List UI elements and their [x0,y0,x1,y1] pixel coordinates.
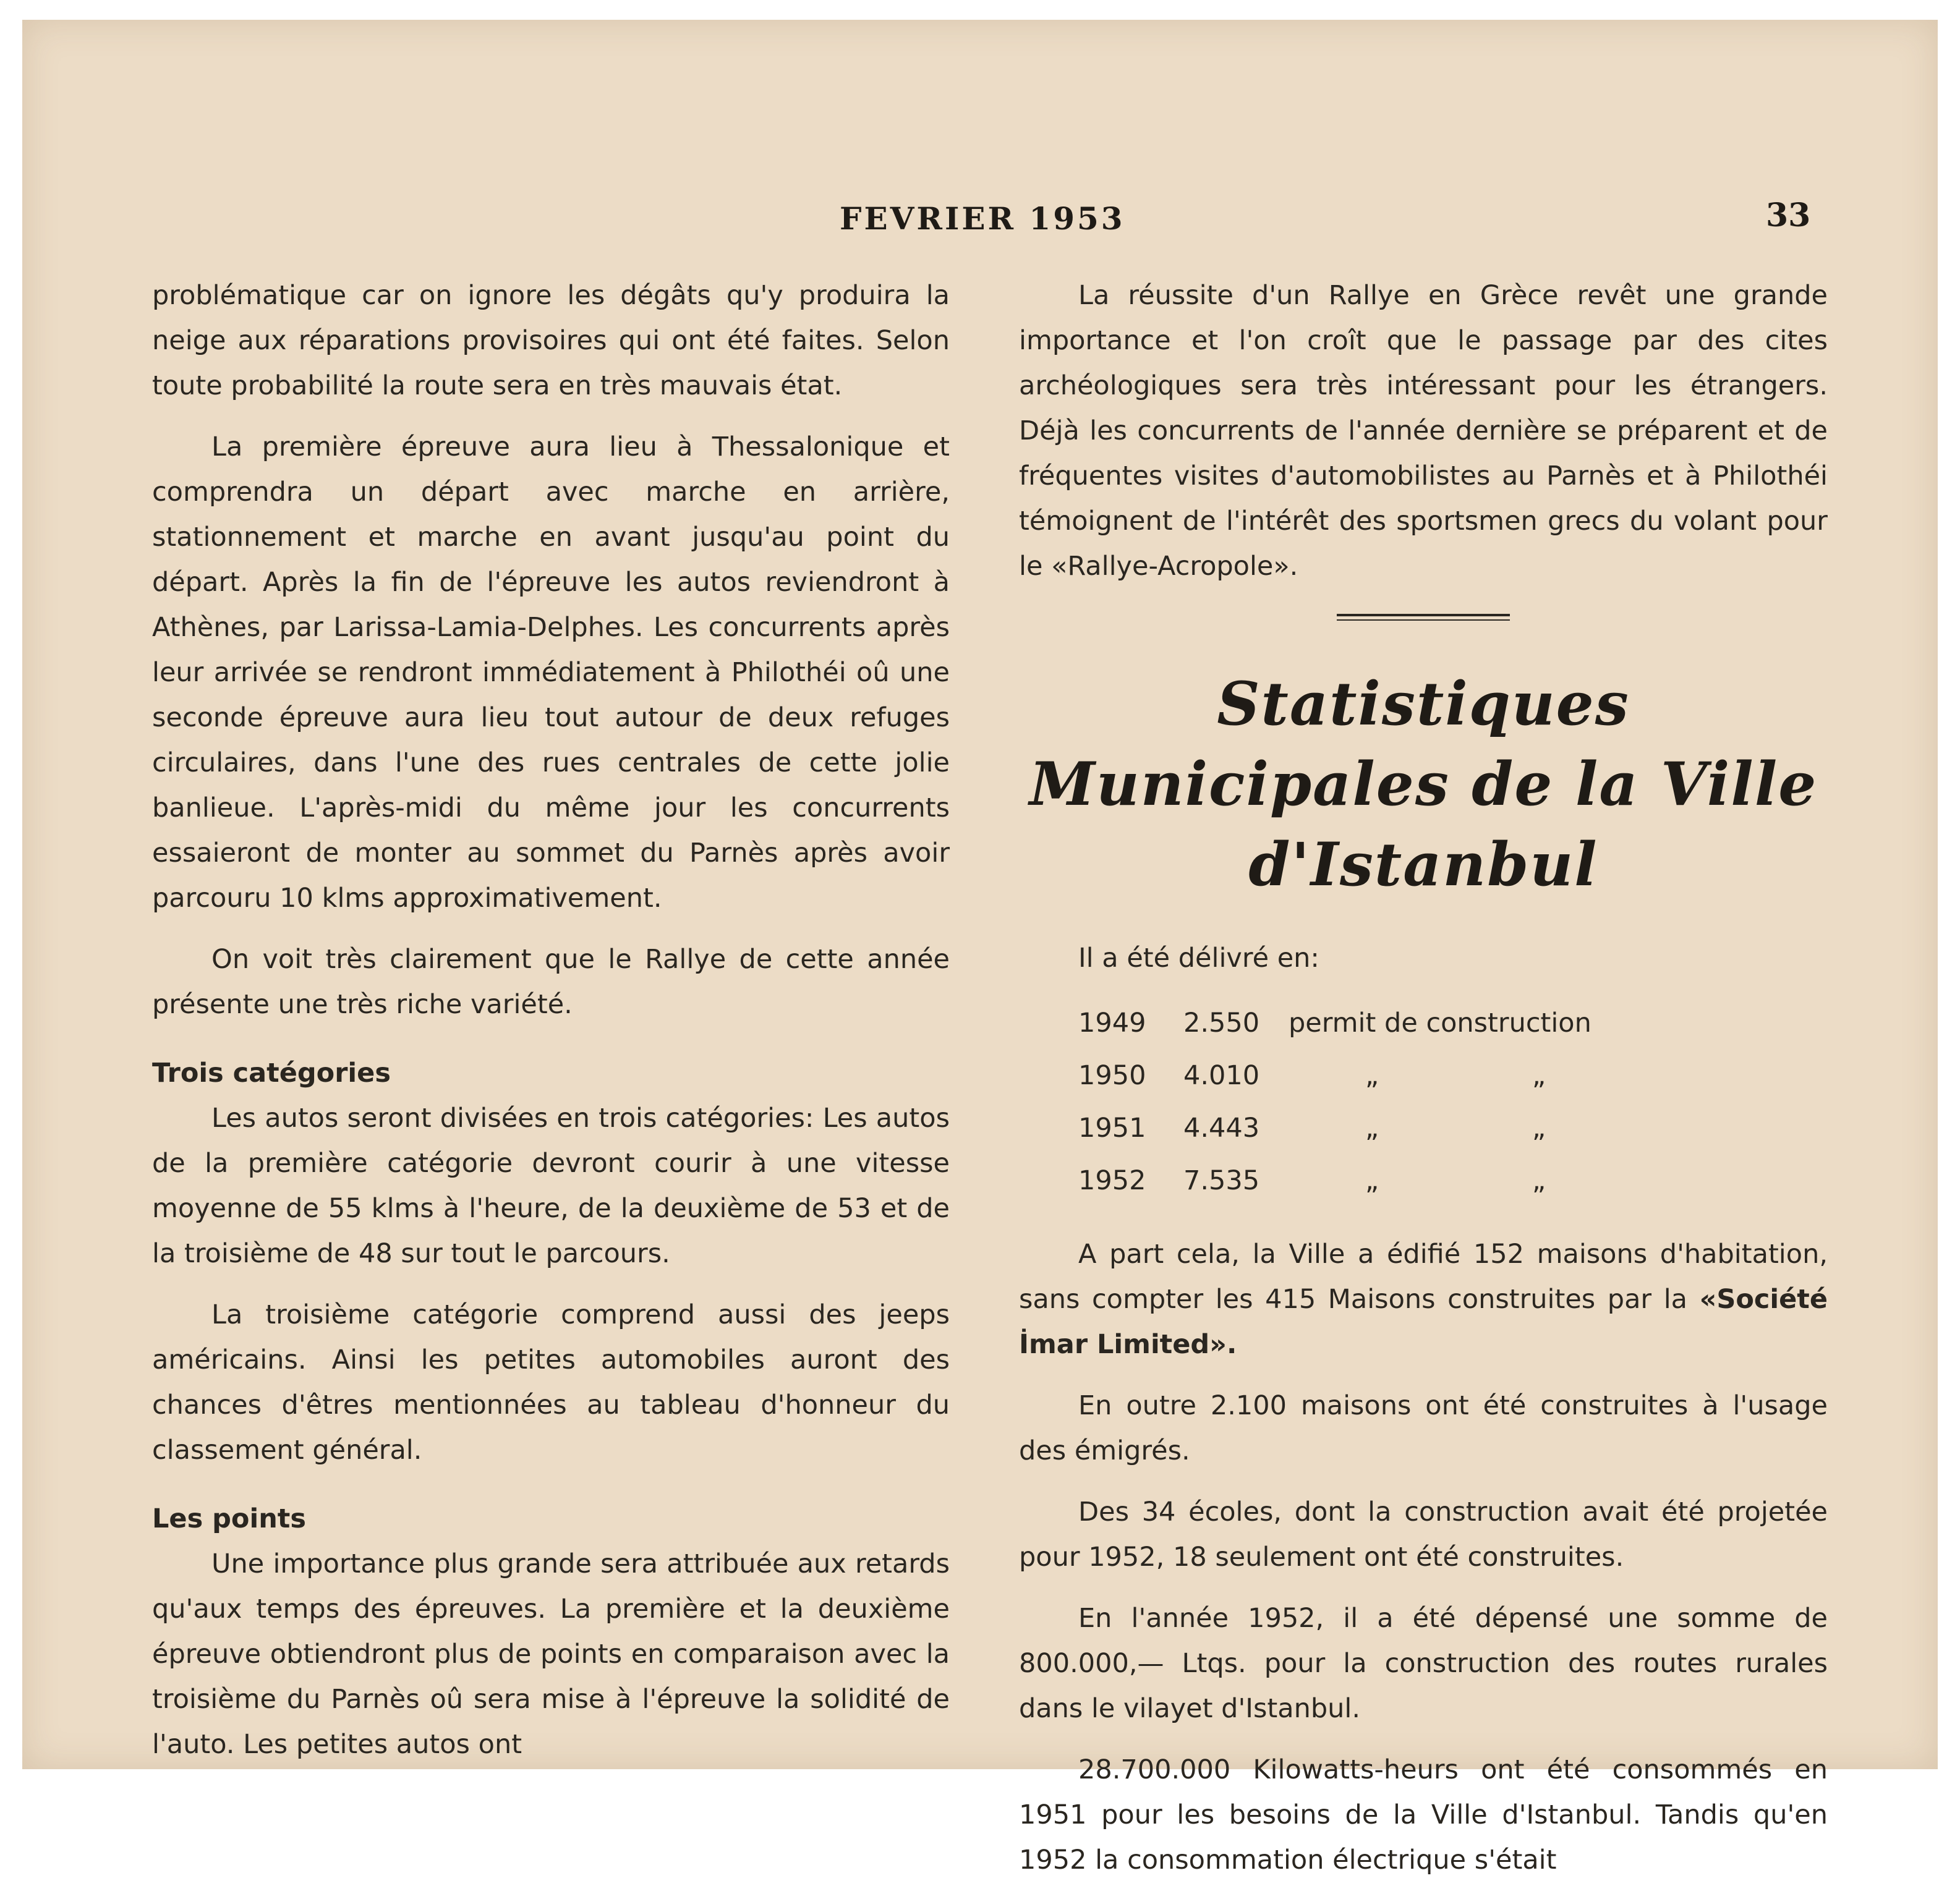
value-cell: 4.443 [1183,1113,1260,1144]
right-column [1019,273,1828,1899]
ditto-mark: „ [1365,1060,1379,1091]
permits-table [1078,997,1622,1207]
table-row [1078,997,1622,1050]
value-cell: 7.535 [1183,1165,1260,1196]
table-row [1078,1102,1622,1155]
value-cell: 2.550 [1183,1008,1260,1039]
table-row [1078,1050,1622,1102]
section-heading-categories: Trois catégories [152,1058,391,1089]
ditto-mark: „ [1365,1165,1379,1196]
paragraph: En l'année 1952, il a été dépensé une somme de 800.000,— Ltqs. pour la construction des routes rurales dans le vilayet d'Istanbul. [1019,1603,1828,1724]
header-date: FEVRIER 1953 [840,200,1125,237]
year-cell: 1950 [1078,1060,1146,1091]
paragraph: La première épreuve aura lieu à Thessalonique et comprendra un départ avec marche en arrière, stationnement et marche en avant jusqu'au point du départ. Après la fin de l'épreuve les autos reviendront à Athènes, par Larissa-Lamia-Delphes. Les concurrents après leur arrivée se rendront immédiatement à Philothéi oû une seconde épreuve aura lieu tout autour de deux refuges circulaires, dans l'une des rues centrales de cette jolie banlieue. L'après-midi du même jour les concurrents essaieront de monter au sommet du Parnès après avoir parcouru 10 klms approximativement. [152,431,950,914]
page-header [22,197,1938,244]
section-divider [1337,614,1510,621]
ditto-mark: „ [1532,1113,1546,1144]
paragraph: On voit très clairement que le Rallye de cette année présente une très riche variété. [152,944,950,1020]
paragraph: problématique car on ignore les dégâts qu'y produira la neige aux réparations provisoires qui ont été faites. Selon toute probabilité la route sera en très mauvais état. [152,280,950,401]
value-cell: 4.010 [1183,1060,1260,1091]
ditto-mark: „ [1365,1113,1379,1144]
article-title: Statistiques Municipales de la Ville d'Istanbul [1029,669,1818,899]
left-column [152,273,950,1783]
paragraph: Des 34 écoles, dont la construction avait été projetée pour 1952, 18 seulement ont été construites. [1019,1497,1828,1573]
paragraph: Une importance plus grande sera attribuée aux retards qu'aux temps des épreuves. La première et la deuxième épreuve obtiendront plus de points en comparaison avec la troisième du Parnès oû sera mise à l'épreuve la solidité de l'auto. Les petites autos ont [152,1549,950,1760]
table-row [1078,1155,1622,1207]
paragraph: En outre 2.100 maisons ont été construites à l'usage des émigrés. [1019,1390,1828,1466]
year-cell: 1949 [1078,1008,1146,1039]
page-sheet [22,20,1938,1876]
company-name: «Société İmar Limited». [1019,1284,1828,1360]
year-cell: 1951 [1078,1113,1146,1144]
paragraph: La troisième catégorie comprend aussi des jeeps américains. Ainsi les petites automobiles auront des chances d'êtres mentionnées au tableau d'honneur du classement général. [152,1299,950,1466]
stats-intro: Il a été délivré en: [1078,943,1319,974]
year-cell: 1952 [1078,1165,1146,1196]
paragraph: La réussite d'un Rallye en Grèce revêt une grande importance et l'on croît que le passage par des cites archéologiques sera très intéressant pour les étrangers. Déjà les concurrents de l'année dernière se préparent et de fréquentes visites d'automobilistes au Parnès et à Philothéi témoignent de l'intérêt des sportsmen grecs du volant pour le «Rallye-Acropole». [1019,280,1828,582]
paragraph-text: A part cela, la Ville a édifié 152 maisons d'habitation, sans compter les 415 Maisons construites par la [1019,1239,1828,1315]
section-heading-points: Les points [152,1503,306,1534]
ditto-mark: „ [1532,1060,1546,1091]
page-number: 33 [1766,197,1811,234]
ditto-mark: „ [1532,1165,1546,1196]
paragraph: 28.700.000 Kilowatts-heurs ont été consommés en 1951 pour les besoins de la Ville d'Istanbul. Tandis qu'en 1952 la consommation électrique s'était [1019,1754,1828,1876]
paragraph [1019,1232,1828,1367]
paragraph: Les autos seront divisées en trois catégories: Les autos de la première catégorie devront courir à une vitesse moyenne de 55 klms à l'heure, de la deuxième de 53 et de la troisième de 48 sur tout le parcours. [152,1103,950,1269]
desc-cell: permit de construction [1289,1008,1591,1039]
